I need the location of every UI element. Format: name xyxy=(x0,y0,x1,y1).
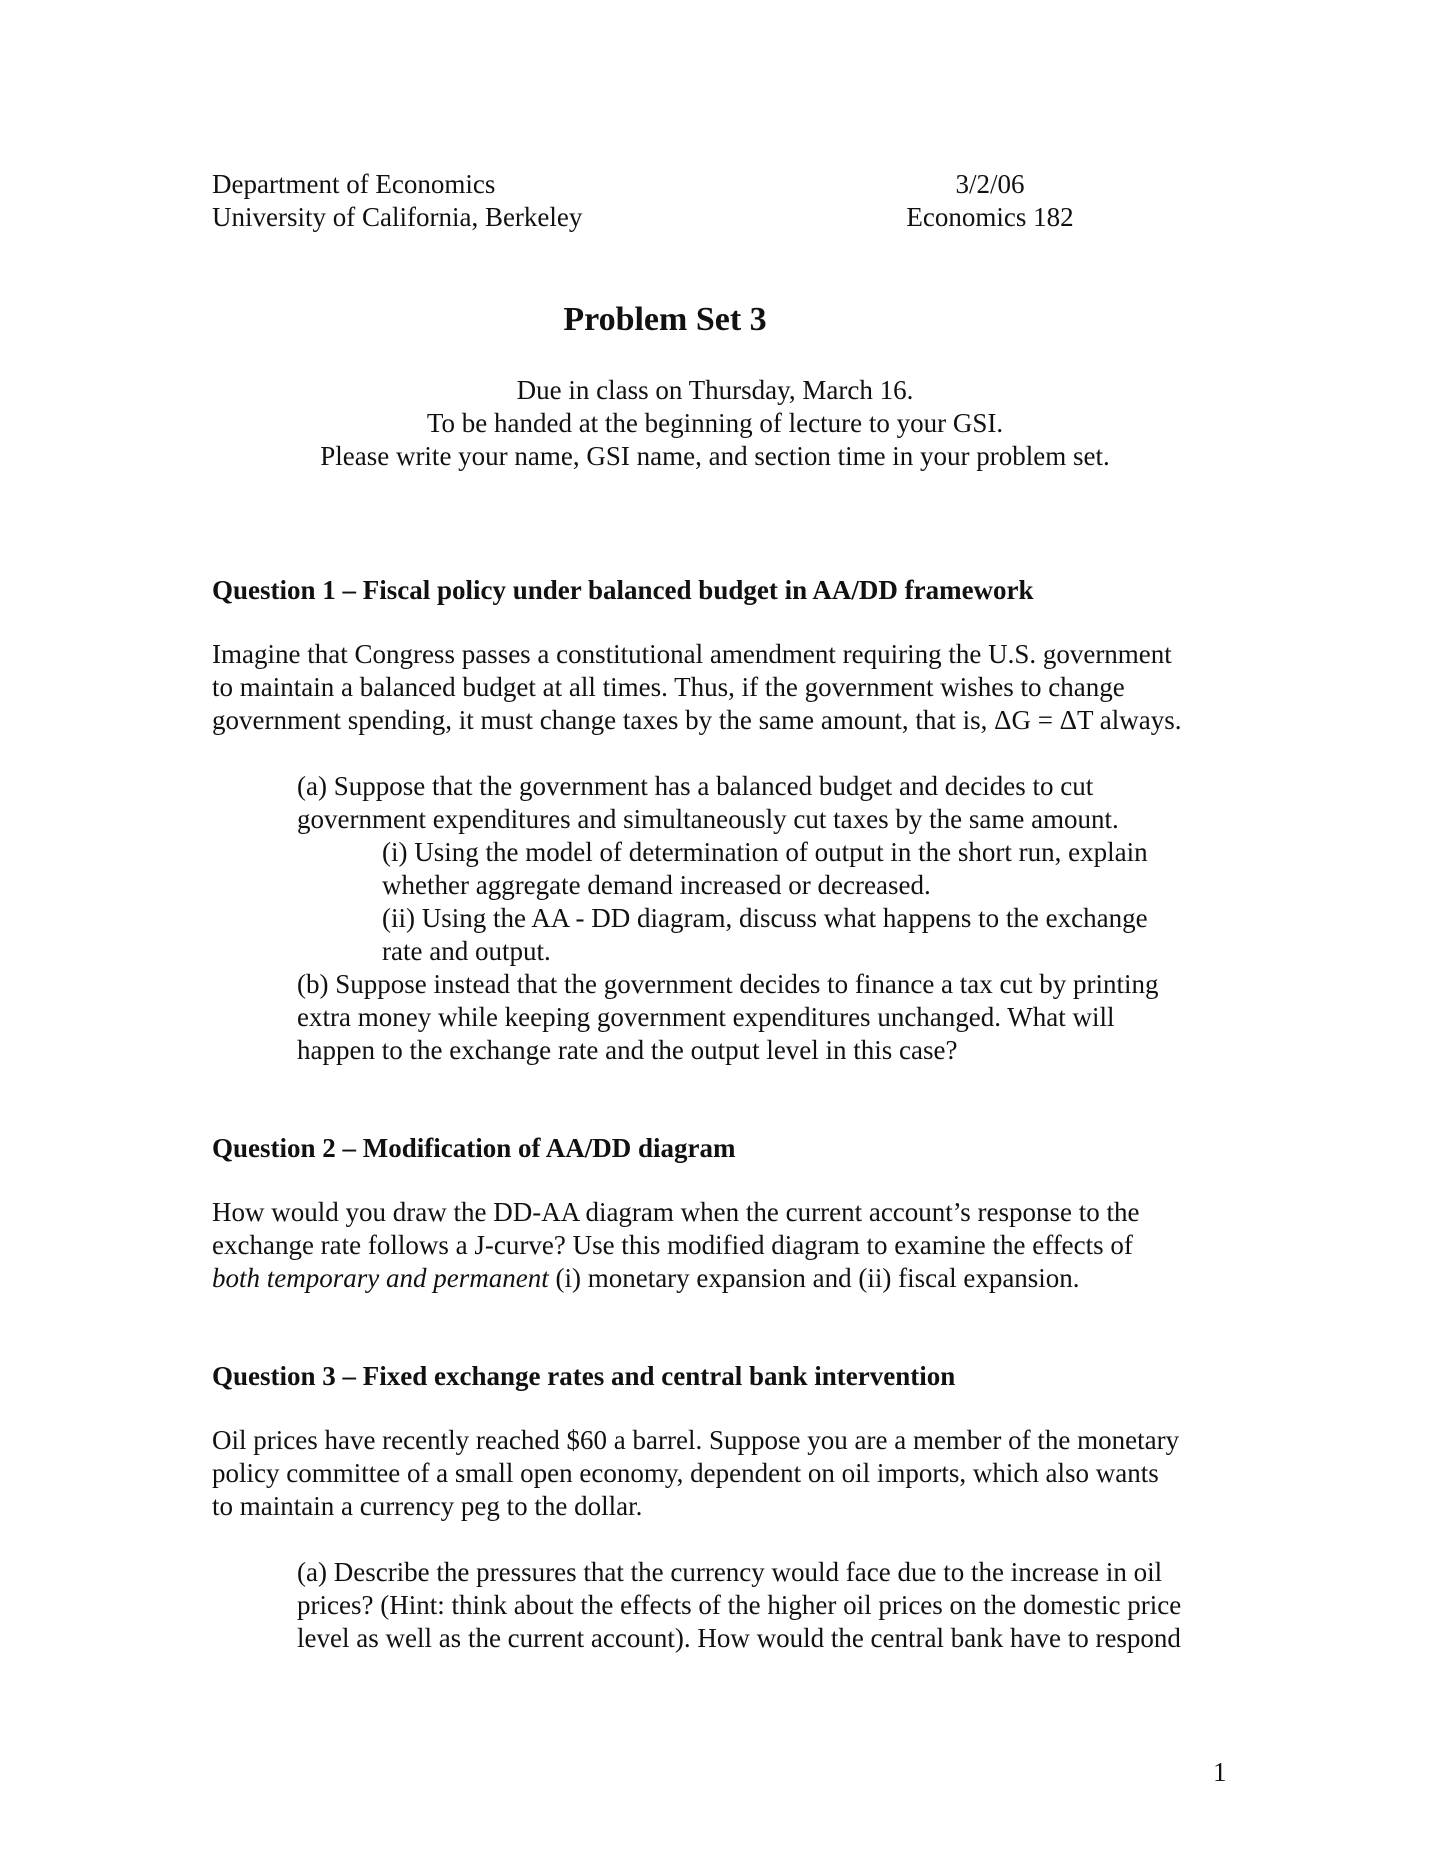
q2-italic-text: both temporary and permanent xyxy=(212,1263,549,1293)
q3a-line: level as well as the current account). How would the central bank have to respond xyxy=(297,1623,1181,1653)
question-2-heading: Question 2 – Modification of AA/DD diagram xyxy=(212,1133,736,1163)
q3-intro-line: Oil prices have recently reached $60 a barrel. Suppose you are a member of the monetary xyxy=(212,1425,1180,1455)
page-number: 1 xyxy=(1213,1757,1227,1787)
q2-line-3-rest: (i) monetary expansion and (ii) fiscal expansion. xyxy=(548,1263,1080,1293)
university-name: University of California, Berkeley xyxy=(212,202,583,232)
q3-intro-line: to maintain a currency peg to the dollar. xyxy=(212,1491,643,1521)
question-1-part-a xyxy=(297,770,1119,836)
question-1-part-a-ii xyxy=(382,902,1148,968)
question-1-part-a-i xyxy=(382,836,1148,902)
question-2-body xyxy=(212,1196,1140,1295)
q3a-line: prices? (Hint: think about the effects of the higher oil prices on the domestic price xyxy=(297,1590,1182,1620)
course-name: Economics 182 xyxy=(906,202,1074,232)
due-line-3: Please write your name, GSI name, and section time in your problem set. xyxy=(320,441,1110,471)
q1b-line: happen to the exchange rate and the output level in this case? xyxy=(297,1035,958,1065)
due-line-1: Due in class on Thursday, March 16. xyxy=(516,375,914,405)
q2-line-3 xyxy=(212,1262,1140,1295)
q2-line: How would you draw the DD-AA diagram when the current account’s response to the xyxy=(212,1197,1140,1227)
question-1-intro xyxy=(212,638,1182,737)
q1a-line: government expenditures and simultaneously cut taxes by the same amount. xyxy=(297,804,1119,834)
q1b-line: (b) Suppose instead that the government decides to finance a tax cut by printing xyxy=(297,969,1159,999)
q1-intro-line: Imagine that Congress passes a constitutional amendment requiring the U.S. government xyxy=(212,639,1172,669)
q1-intro-line: to maintain a balanced budget at all times. Thus, if the government wishes to change xyxy=(212,672,1125,702)
question-1-part-b xyxy=(297,968,1159,1067)
header-right xyxy=(890,168,1090,234)
due-instructions xyxy=(0,374,1430,473)
q3a-line: (a) Describe the pressures that the currency would face due to the increase in oil xyxy=(297,1557,1163,1587)
question-1-heading: Question 1 – Fiscal policy under balanced budget in AA/DD framework xyxy=(212,575,1034,605)
q1a-line: (a) Suppose that the government has a balanced budget and decides to cut xyxy=(297,771,1094,801)
document-date: 3/2/06 xyxy=(955,169,1025,199)
header-left xyxy=(212,168,582,234)
q1-intro-line: government spending, it must change taxes by the same amount, that is, ΔG = ΔT always. xyxy=(212,705,1182,735)
q2-line: exchange rate follows a J-curve? Use this modified diagram to examine the effects of xyxy=(212,1230,1133,1260)
q1aii-line: rate and output. xyxy=(382,936,551,966)
due-line-2: To be handed at the beginning of lecture to your GSI. xyxy=(426,408,1004,438)
q3-intro-line: policy committee of a small open economy, dependent on oil imports, which also wants xyxy=(212,1458,1159,1488)
q1ai-line: whether aggregate demand increased or decreased. xyxy=(382,870,931,900)
q1aii-line: (ii) Using the AA - DD diagram, discuss what happens to the exchange xyxy=(382,903,1148,933)
question-3-part-a xyxy=(297,1556,1181,1655)
question-3-intro xyxy=(212,1424,1179,1523)
page-title: Problem Set 3 xyxy=(563,301,767,338)
q1b-line: extra money while keeping government expenditures unchanged. What will xyxy=(297,1002,1115,1032)
department-name: Department of Economics xyxy=(212,169,496,199)
question-3-heading: Question 3 – Fixed exchange rates and central bank intervention xyxy=(212,1361,956,1391)
q1ai-line: (i) Using the model of determination of output in the short run, explain xyxy=(382,837,1148,867)
